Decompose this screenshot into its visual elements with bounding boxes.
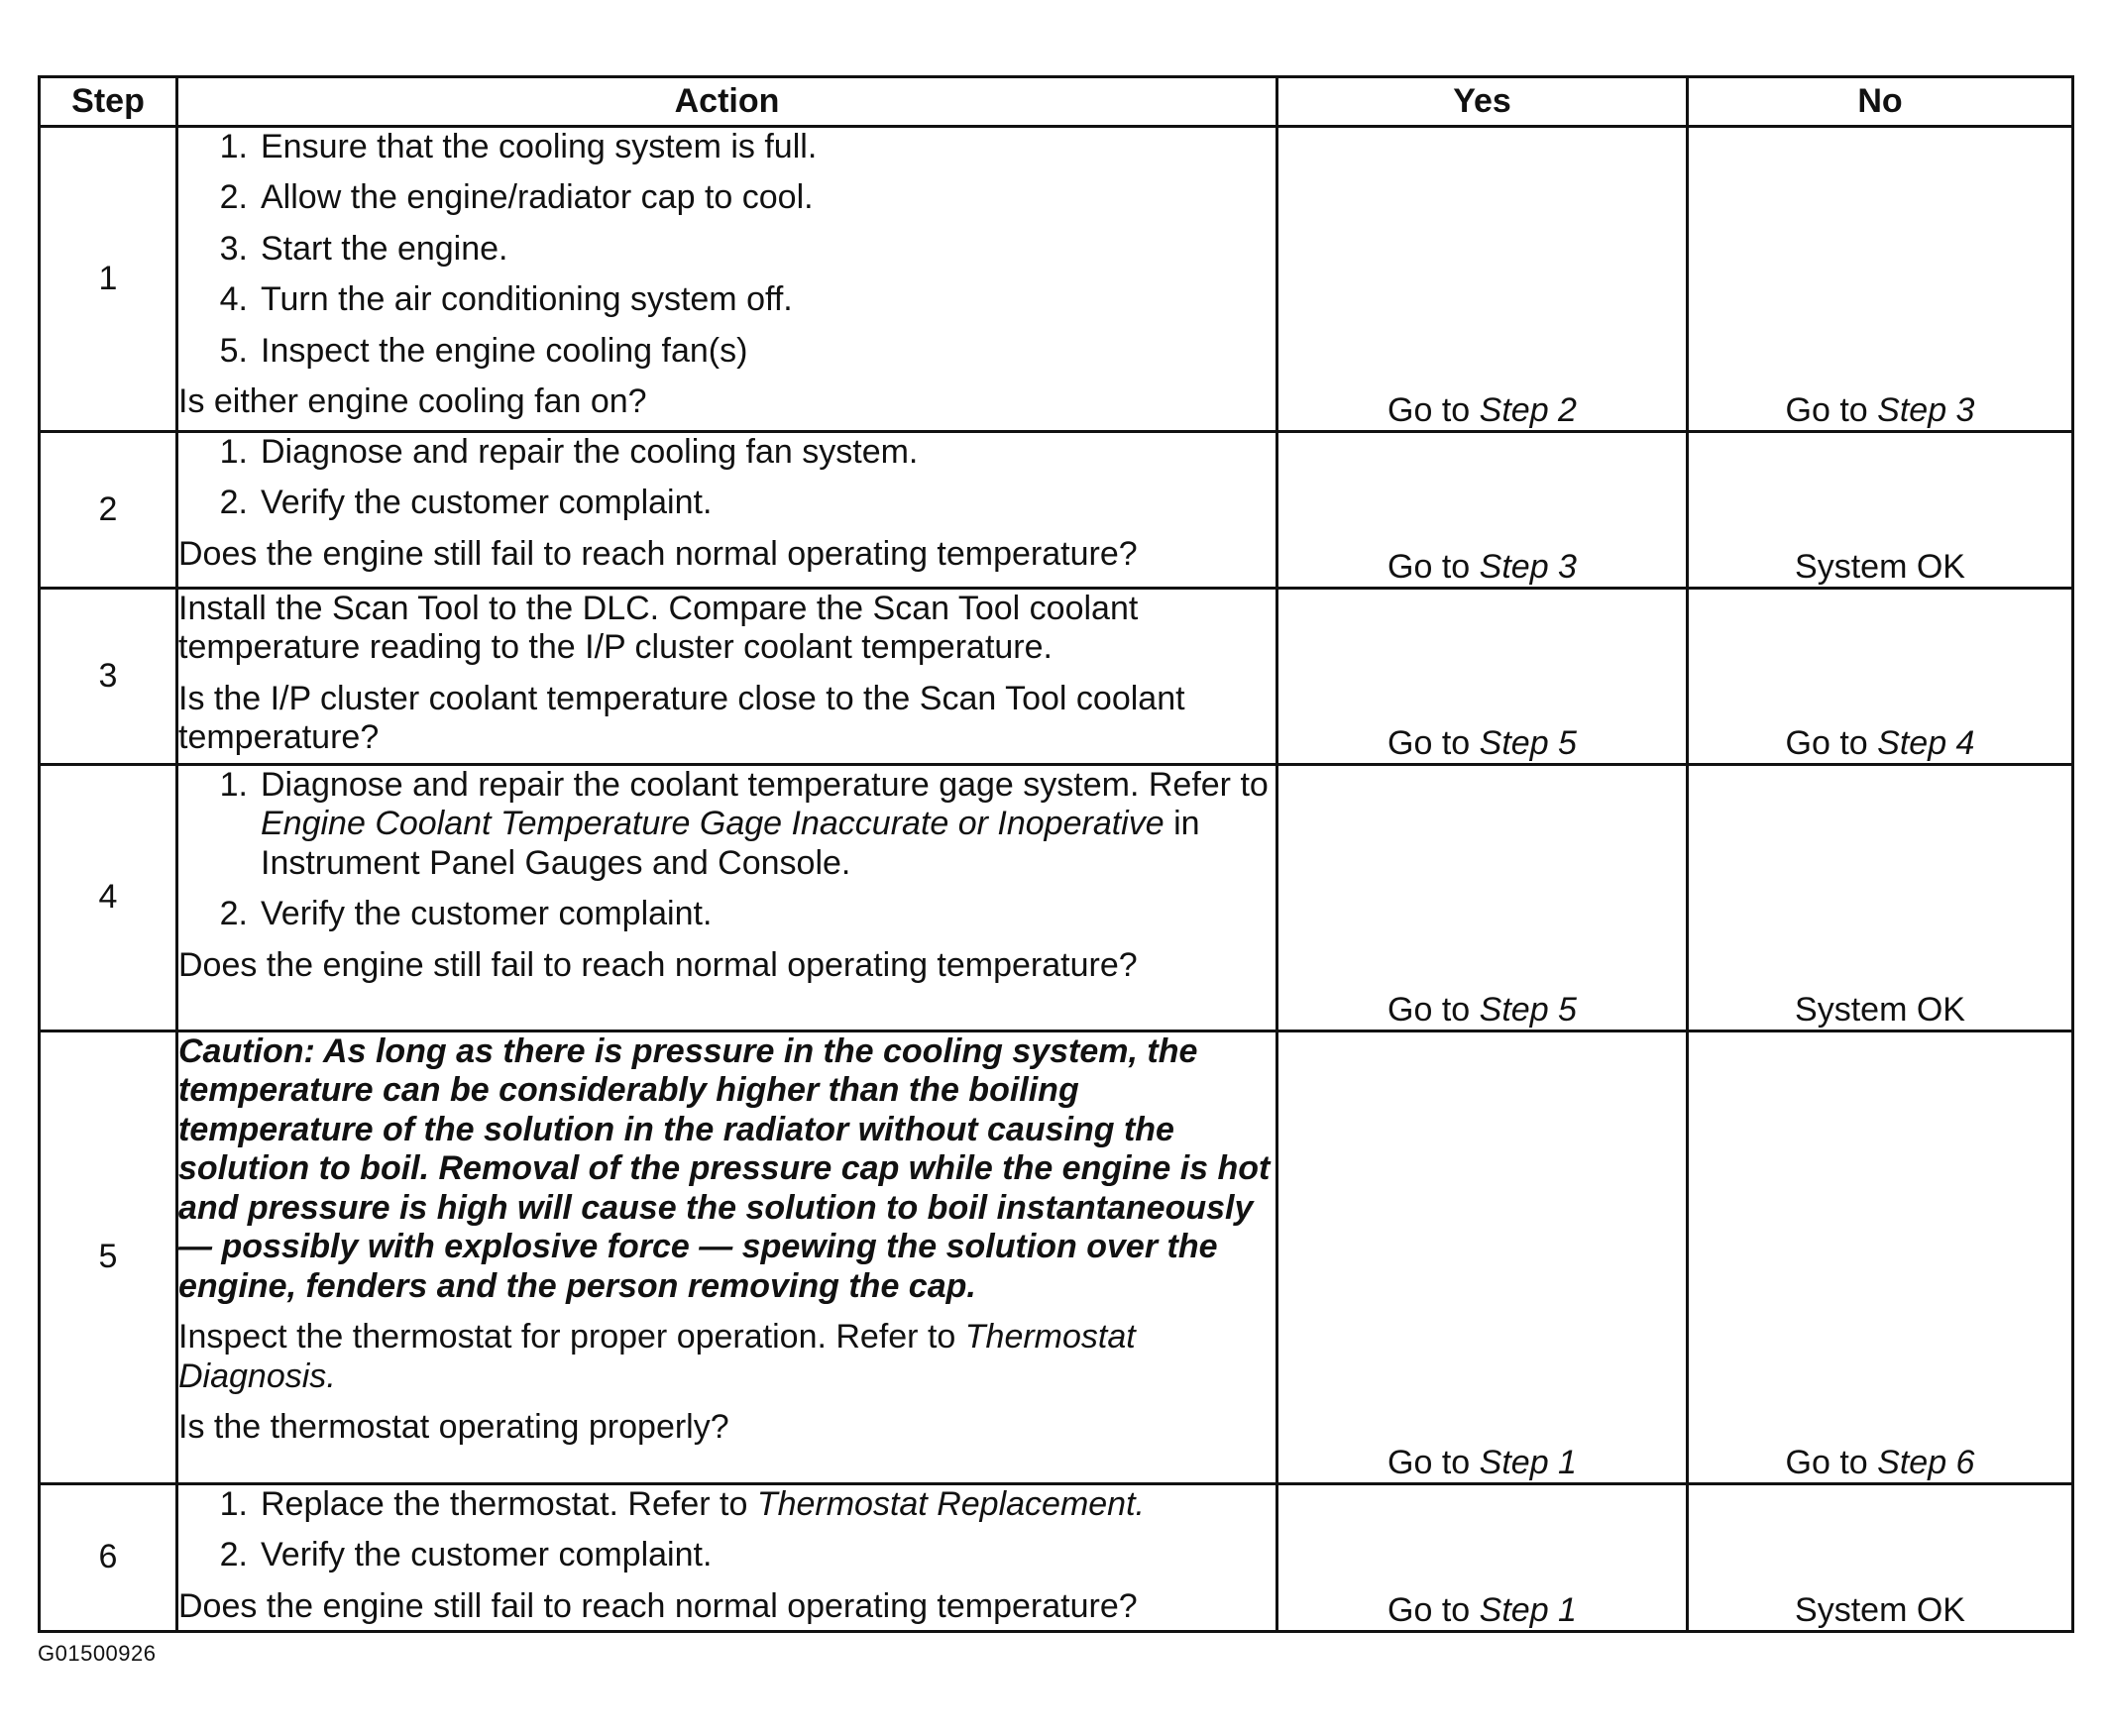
step-item-text: Replace the thermostat. Refer to: [261, 1485, 748, 1523]
header-action: Action: [177, 77, 1277, 127]
action-steps: [178, 1485, 1275, 1575]
table-row: [40, 765, 2073, 1031]
goto-prefix: Go to: [1785, 390, 1868, 429]
action-step: [178, 178, 1275, 217]
goto-step-link: Step 2: [1479, 390, 1577, 429]
step-number: 6: [40, 1484, 177, 1632]
step-item-number: 3.: [219, 229, 248, 268]
goto-step-link: Step 5: [1479, 723, 1577, 762]
yes-cell: [1277, 1484, 1688, 1632]
step-item-text: in Instrument Panel Gauges and Console.: [261, 805, 1200, 882]
action-step: [178, 280, 1275, 319]
goto-step-link: Step 6: [1877, 1443, 1975, 1481]
table-row: [40, 432, 2073, 589]
goto-prefix: Go to: [1387, 1443, 1471, 1481]
goto-prefix: Go to: [1387, 723, 1471, 762]
step-item-number: 1.: [219, 433, 248, 471]
step-item-text: Ensure that the cooling system is full.: [261, 128, 818, 165]
instruction-text: [178, 1318, 1275, 1396]
step-item-number: 1.: [219, 766, 248, 804]
goto-prefix: Go to: [1387, 1590, 1471, 1629]
figure-id: G01500926: [38, 1641, 157, 1666]
goto-prefix: Go to: [1387, 547, 1471, 586]
step-item-number: 4.: [219, 280, 248, 319]
reference-link: Engine Coolant Temperature Gage Inaccurate or Inoperative: [261, 805, 1164, 843]
goto-step-link: Step 5: [1479, 990, 1577, 1029]
goto-step-link: Step 3: [1479, 547, 1577, 586]
step-number: 2: [40, 432, 177, 589]
question-text: Is the I/P cluster coolant temperature close to the Scan Tool coolant temperature?: [178, 679, 1185, 757]
action-cell: [177, 432, 1277, 589]
step-item-number: 2.: [219, 178, 248, 217]
yes-cell: [1277, 127, 1688, 432]
step-item-text: Verify the customer complaint.: [261, 895, 713, 933]
action-steps: [178, 766, 1275, 934]
instruction-text: Install the Scan Tool to the DLC. Compare the Scan Tool coolant temperature reading to the I/P cluster coolant temperature.: [178, 590, 1139, 667]
step-item-text: Diagnose and repair the cooling fan system.: [261, 433, 919, 471]
step-item-text-end: .: [1135, 1485, 1145, 1523]
header-step: Step: [40, 77, 177, 127]
step-item-number: 5.: [219, 331, 248, 370]
yes-cell: [1277, 589, 1688, 765]
action-cell: [177, 765, 1277, 1031]
table-row: [40, 1484, 2073, 1632]
question-text: Does the engine still fail to reach normal operating temperature?: [178, 534, 1138, 573]
action-cell: [177, 1484, 1277, 1632]
step-item-number: 1.: [219, 128, 248, 165]
action-steps: [178, 128, 1275, 371]
action-step: [178, 766, 1275, 883]
step-item-text: Verify the customer complaint.: [261, 484, 713, 522]
action-step: [178, 128, 1275, 166]
question-text: Does the engine still fail to reach normal operating temperature?: [178, 1586, 1138, 1625]
step-item-text: Diagnose and repair the coolant temperature gage system. Refer to: [261, 766, 1269, 804]
no-cell: [1688, 432, 2073, 589]
action-step: [178, 895, 1275, 933]
step-item-number: 2.: [219, 895, 248, 933]
yes-cell: [1277, 1031, 1688, 1484]
reference-link: Thermostat Replacement: [756, 1485, 1136, 1523]
step-number: 4: [40, 765, 177, 1031]
step-item-text: Inspect the engine cooling fan(s): [261, 331, 748, 370]
step-number: 5: [40, 1031, 177, 1484]
table-row: [40, 1031, 2073, 1484]
action-steps: [178, 433, 1275, 523]
caution-text: Caution: As long as there is pressure in the cooling system, the temperature can be considerably higher than the boiling temperature of the solution in the radiator without causing the solution to boil. Removal of the pressure cap while the engine is hot and pressure is high will cause the solution to boil instantaneously — possibly with explosive force — spewing the solution over the engine, fenders and the person removing the cap.: [178, 1032, 1271, 1305]
question-text: Does the engine still fail to reach normal operating temperature?: [178, 945, 1138, 984]
step-item-text: Verify the customer complaint.: [261, 1536, 713, 1574]
no-cell: [1688, 589, 2073, 765]
diagnostic-table: [38, 75, 2074, 1633]
yes-cell: [1277, 765, 1688, 1031]
result-text: System OK: [1795, 547, 1965, 586]
no-cell: [1688, 127, 2073, 432]
action-cell: [177, 127, 1277, 432]
header-no: No: [1688, 77, 2073, 127]
header-row: [40, 77, 2073, 127]
goto-prefix: Go to: [1785, 723, 1868, 762]
action-step: [178, 332, 1275, 371]
no-cell: [1688, 1031, 2073, 1484]
step-number: 3: [40, 589, 177, 765]
instruction-text-part: Inspect the thermostat for proper operation. Refer to: [178, 1318, 956, 1356]
action-step: [178, 433, 1275, 472]
instruction-text-end: .: [326, 1356, 336, 1395]
goto-prefix: Go to: [1387, 990, 1471, 1029]
action-cell: [177, 1031, 1277, 1484]
step-item-number: 2.: [219, 1536, 248, 1574]
yes-cell: [1277, 432, 1688, 589]
result-text: System OK: [1795, 990, 1965, 1029]
goto-prefix: Go to: [1785, 1443, 1868, 1481]
result-text: System OK: [1795, 1590, 1965, 1629]
goto-prefix: Go to: [1387, 390, 1471, 429]
table-row: [40, 127, 2073, 432]
action-step: [178, 1485, 1275, 1524]
goto-step-link: Step 1: [1479, 1590, 1577, 1629]
goto-step-link: Step 3: [1877, 390, 1975, 429]
goto-step-link: Step 4: [1877, 723, 1975, 762]
question-text: Is either engine cooling fan on?: [178, 382, 647, 421]
action-step: [178, 484, 1275, 522]
goto-step-link: Step 1: [1479, 1443, 1577, 1481]
reference-link: Thermostat Diagnosis: [178, 1318, 1136, 1395]
table-row: [40, 589, 2073, 765]
step-item-number: 2.: [219, 484, 248, 522]
action-step: [178, 230, 1275, 269]
step-item-text: Start the engine.: [261, 229, 508, 268]
header-yes: Yes: [1277, 77, 1688, 127]
action-cell: [177, 589, 1277, 765]
no-cell: [1688, 765, 2073, 1031]
step-item-number: 1.: [219, 1485, 248, 1523]
question-text: Is the thermostat operating properly?: [178, 1407, 729, 1446]
no-cell: [1688, 1484, 2073, 1632]
step-item-text: Turn the air conditioning system off.: [261, 280, 793, 319]
step-number: 1: [40, 127, 177, 432]
step-item-text: Allow the engine/radiator cap to cool.: [261, 178, 814, 217]
action-step: [178, 1536, 1275, 1574]
